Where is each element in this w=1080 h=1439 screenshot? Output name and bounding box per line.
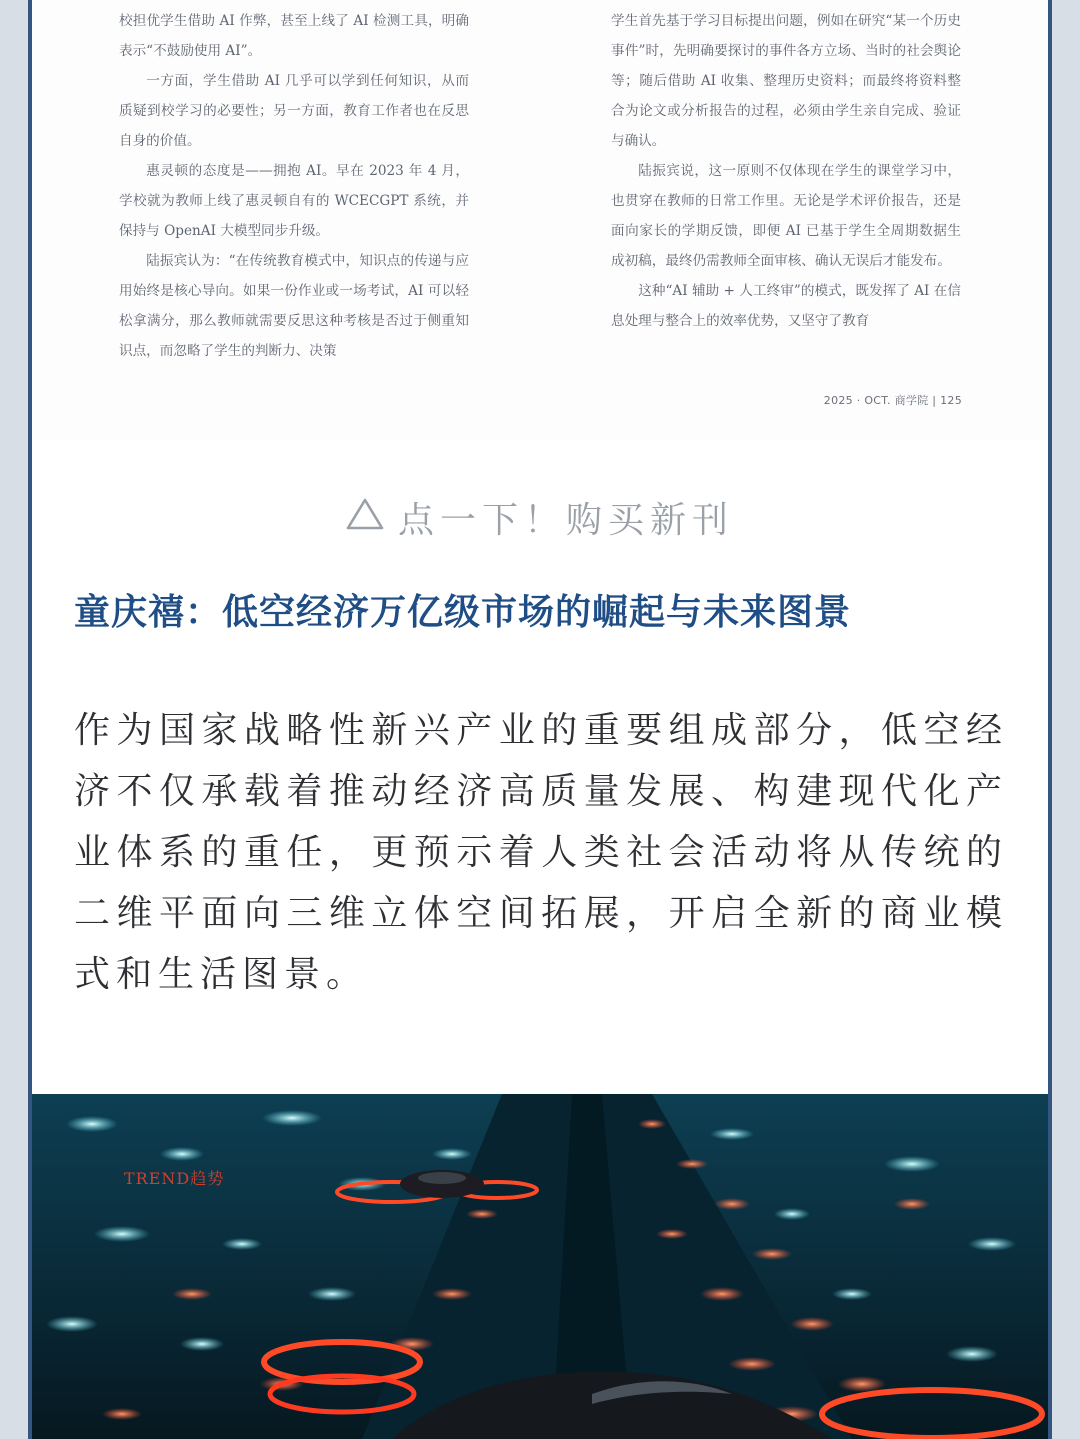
buy-new-issue-link[interactable] [32, 492, 1048, 543]
trend-badge: TREND趋势 [124, 1169, 225, 1188]
scan-paragraph: 陆振宾认为：“在传统教育模式中，知识点的传递与应用始终是核心导向。如果一份作业或一场考试，AI 可以轻松拿满分，那么教师就需要反思这种考核是否过于侧重知识点，而忽略了学生的判断力、决策 [119, 253, 469, 359]
article-frame [28, 0, 1052, 1439]
scan-right-column [611, 6, 961, 336]
scan-paragraph: 惠灵顿的态度是——拥抱 AI。早在 2023 年 4 月，学校就为教师上线了惠灵顿自有的 WCECGPT 系统，并保持与 OpenAI 大模型同步升级。 [119, 163, 469, 239]
triangle-outline-icon [346, 497, 384, 540]
page-folio: 2025 · OCT. 商学院 | 125 [823, 394, 962, 407]
scan-paragraph: 一方面，学生借助 AI 几乎可以学到任何知识，从而质疑到校学习的必要性；另一方面，教育工作者也在反思自身的价值。 [119, 73, 469, 149]
magazine-page-scan [32, 0, 1048, 440]
article-lead-paragraph: 作为国家战略性新兴产业的重要组成部分，低空经济不仅承载着推动经济高质量发展、构建现代化产业体系的重任，更预示着人类社会活动将从传统的二维平面向三维立体空间拓展，开启全新的商业模式和生活图景。 [74, 710, 1008, 995]
scan-paragraph: 学生首先基于学习目标提出问题，例如在研究“某一个历史事件”时，先明确要探讨的事件各方立场、当时的社会舆论等；随后借助 AI 收集、整理历史资料；而最终将资料整合为论文或分析报告的过程，必须由学生亲自完成、验证与确认。 [611, 13, 961, 149]
hero-image [32, 1094, 1048, 1439]
buy-new-issue-label: 点一下！购买新刊 [397, 500, 734, 541]
article-headline: 童庆禧：低空经济万亿级市场的崛起与未来图景 [74, 592, 852, 633]
scan-paragraph: 这种“AI 辅助 + 人工终审”的模式，既发挥了 AI 在信息处理与整合上的效率优势，又坚守了教育 [611, 283, 961, 329]
article-content [32, 0, 1048, 1439]
scan-left-column [119, 6, 469, 366]
scan-paragraph: 校担优学生借助 AI 作弊，甚至上线了 AI 检测工具，明确表示“不鼓励使用 AI”。 [119, 13, 469, 59]
scan-paragraph: 陆振宾说，这一原则不仅体现在学生的课堂学习中，也贯穿在教师的日常工作里。无论是学术评价报告，还是面向家长的学期反馈，即便 AI 已基于学生全周期数据生成初稿，最终仍需教师全面审核、确认无误后才能发布。 [611, 163, 961, 269]
